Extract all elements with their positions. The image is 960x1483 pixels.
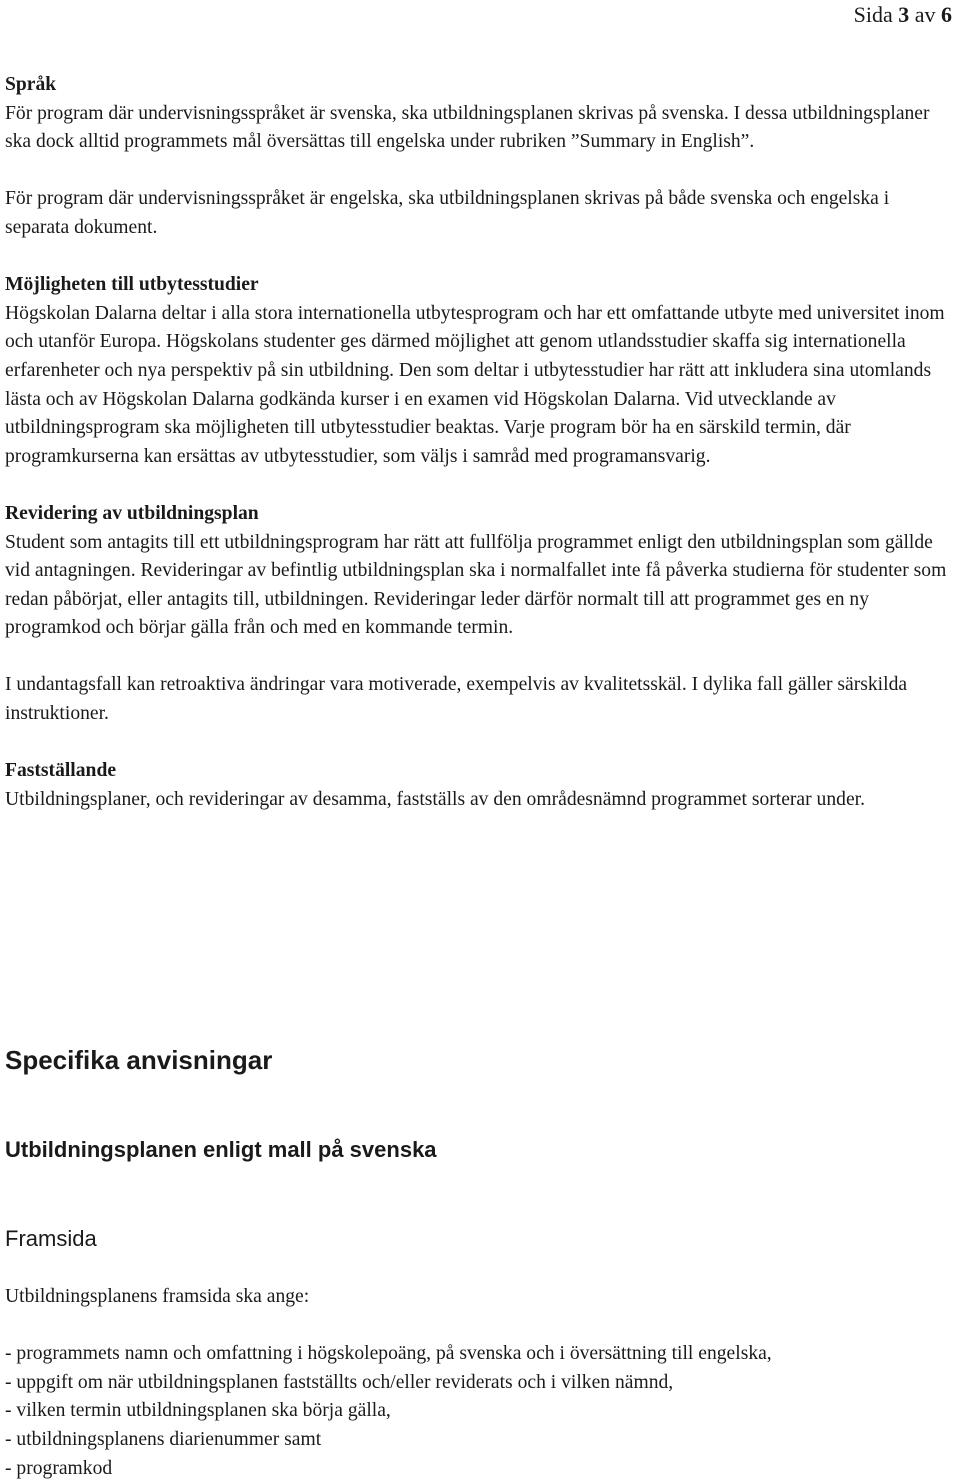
heading-framsida: Framsida — [5, 1226, 97, 1251]
section-heading-utbyte: Möjligheten till utbytesstudier — [5, 274, 259, 296]
page-number — [854, 2, 952, 28]
heading-mall-svenska: Utbildningsplanen enligt mall på svenska — [5, 1137, 437, 1162]
paragraph-revidering-2: I undantagsfall kan retroaktiva ändringar vara motiverade, exempelvis av kvalitetsskäl. I dylika fall gäller särskilda instruktioner. — [5, 674, 908, 725]
list-item: - vilken termin utbildningsplanen ska börja gälla, — [5, 1400, 391, 1422]
heading-specifika-anvisningar: Specifika anvisningar — [5, 1045, 273, 1075]
framsida-intro: Utbildningsplanens framsida ska ange: — [5, 1286, 310, 1307]
list-item: - programkod — [5, 1457, 113, 1479]
paragraph-sprak-2: För program där undervisningsspråket är engelska, ska utbildningsplanen skrivas på både svenska och engelska i separata dokument. — [5, 188, 890, 238]
paragraph-revidering-1: Student som antagits till ett utbildningsprogram har rätt att fullfölja programmet enligt den utbildningsplan som gällde vid antagningen. Revideringar av befintlig utbildningsplan ska i normalfallet inte få påverka studierna för studenter som redan påbörjat, eller antagits till, utbildningen. Revideringar leder därför normalt till att programmet ges en ny programkod och börjar gälla från och med en kommande termin. — [5, 531, 947, 639]
list-item: - uppgift om när utbildningsplanen fastställts och/eller reviderats och i vilken nämnd, — [5, 1371, 674, 1393]
total-pages: 6 — [941, 2, 952, 27]
page-of-word: av — [914, 2, 936, 27]
paragraph-utbyte: Högskolan Dalarna deltar i alla stora internationella utbytesprogram och har ett omfattande utbyte med universitet inom och utanför Europa. Högskolans studenter ges därmed möjlighet att genom utlandsstudier skaffa sig internationella erfarenheter och nya perspektiv på sin utbildning. Den som deltar i utbytesstudier har rätt att inkludera sina utomlands lästa och av Högskolan Dalarna godkända kurser i en examen vid Högskolan Dalarna. Vid utvecklande av utbildningsprogram ska möjligheten till utbytesstudier beaktas. Varje program bör ha en särskild termin, där programkurserna kan ersättas av utbytesstudier, som väljs i samråd med programansvarig. — [5, 302, 945, 467]
paragraph-faststallande: Utbildningsplaner, och revideringar av desamma, fastställs av den områdesnämnd programmet sorterar under. — [5, 788, 865, 810]
document-body — [5, 71, 957, 814]
list-item: - utbildningsplanens diarienummer samt — [5, 1428, 322, 1450]
page-prefix: Sida — [853, 2, 893, 27]
framsida-list — [5, 1340, 957, 1483]
section-heading-sprak: Språk — [5, 74, 57, 95]
section-heading-revidering: Revidering av utbildningsplan — [5, 502, 259, 524]
current-page: 3 — [898, 2, 910, 27]
section-heading-faststallande: Fastställande — [5, 760, 117, 782]
paragraph-sprak-1: För program där undervisningsspråket är svenska, ska utbildningsplanen skrivas på svenska. I dessa utbildningsplaner ska dock alltid programmets mål översättas till engelska under rubriken ”Summary in English”. — [5, 102, 930, 153]
list-item: - programmets namn och omfattning i högskolepoäng, på svenska och i översättning till engelska, — [5, 1343, 772, 1365]
framsida-section — [5, 1283, 957, 1483]
